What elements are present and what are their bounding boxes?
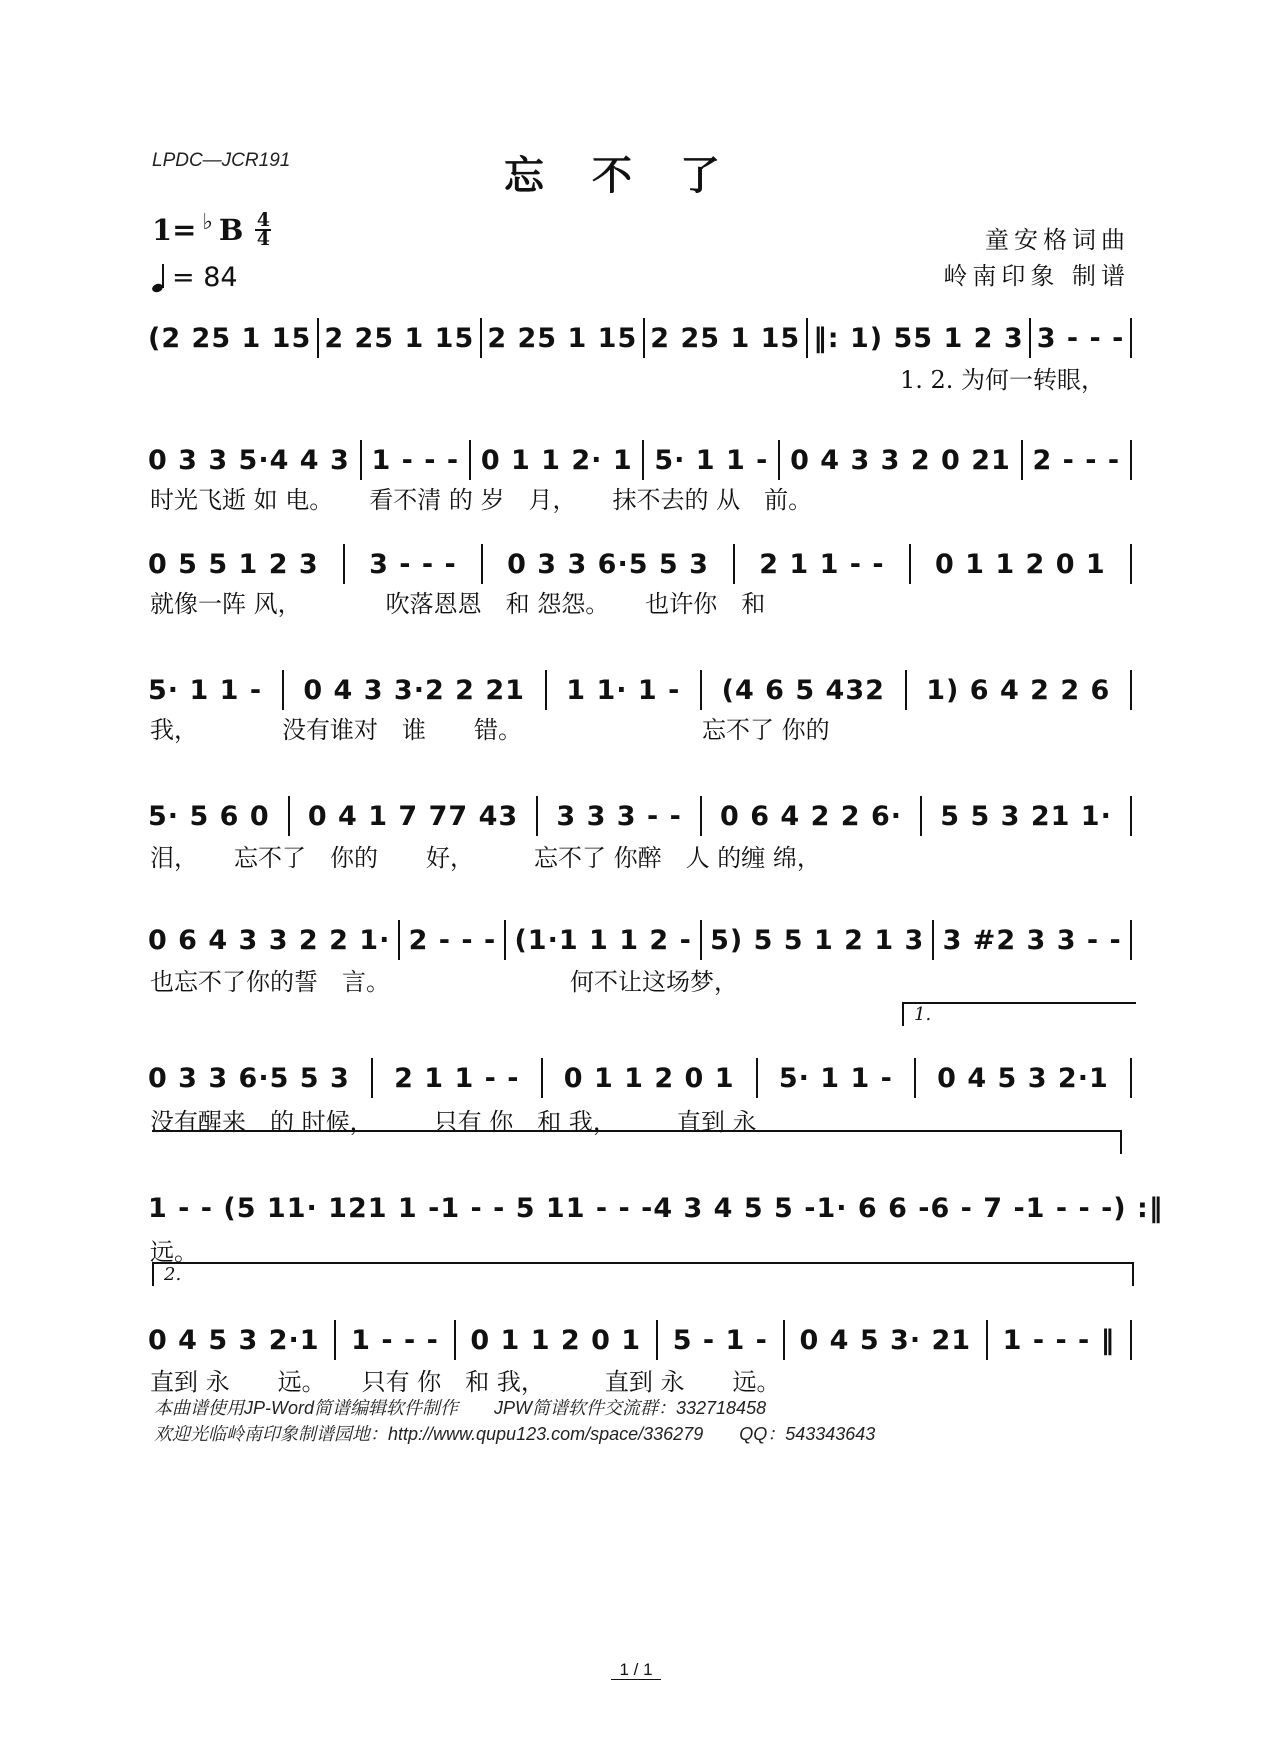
measure: 2 1 1 - - bbox=[394, 1062, 520, 1094]
barline bbox=[733, 544, 735, 584]
measure: 2 25 1 15 bbox=[487, 322, 638, 354]
barline bbox=[909, 544, 911, 584]
page-number bbox=[0, 1660, 1272, 1680]
barline bbox=[398, 920, 400, 960]
measure: 1 1· 1 - bbox=[566, 674, 681, 706]
music-line bbox=[148, 1186, 1164, 1230]
barline bbox=[1130, 920, 1132, 960]
measure: 2 25 1 15 bbox=[324, 322, 475, 354]
music-line bbox=[148, 668, 1132, 712]
tempo-value: = 84 bbox=[172, 262, 238, 293]
volta-first-ending bbox=[902, 1002, 1136, 1026]
barline bbox=[700, 796, 702, 836]
music-line bbox=[148, 794, 1132, 838]
barline bbox=[920, 796, 922, 836]
measure: 0 4 5 3· 21 bbox=[799, 1324, 972, 1356]
music-line bbox=[148, 438, 1132, 482]
measure: (4 6 5 432 bbox=[721, 674, 885, 706]
barline bbox=[905, 670, 907, 710]
barline bbox=[932, 920, 934, 960]
measure: 1 - - - bbox=[351, 1324, 439, 1356]
key-prefix: 1= bbox=[152, 213, 197, 247]
lyric-line: 没有醒来 的 时候， 只有 你 和 我， 直到 永 bbox=[150, 1108, 757, 1136]
barline bbox=[1130, 670, 1132, 710]
page-number-text: 1 / 1 bbox=[611, 1660, 660, 1680]
barline bbox=[343, 544, 345, 584]
measure: 1· 6 6 - bbox=[816, 1192, 931, 1224]
measure: 2 - - - bbox=[1032, 444, 1121, 476]
measure: 1) 6 4 2 2 6 bbox=[926, 674, 1111, 706]
barline bbox=[454, 1320, 456, 1360]
measure: 0 1 1 2 0 1 bbox=[470, 1324, 642, 1356]
barline bbox=[778, 440, 780, 480]
music-line bbox=[148, 542, 1132, 586]
lyric-line: 1. 2. 为何一转眼， bbox=[900, 366, 1106, 394]
footer-software-note: 本曲谱使用JP-Word简谱编辑软件制作 JPW简谱软件交流群：332718458 bbox=[154, 1398, 767, 1418]
barline bbox=[334, 1320, 336, 1360]
barline bbox=[282, 670, 284, 710]
measure: 6 - 7 - bbox=[930, 1192, 1026, 1224]
barline bbox=[360, 440, 362, 480]
lyric-line: 远。 bbox=[150, 1238, 198, 1266]
measure: 2 1 1 - - bbox=[759, 548, 885, 580]
measure: 5· 1 1 - bbox=[654, 444, 769, 476]
measure: 3 3 3 - - bbox=[556, 800, 682, 832]
barline bbox=[1130, 318, 1132, 358]
time-top: 4 bbox=[256, 209, 270, 231]
measure: (2 25 1 15 bbox=[148, 322, 312, 354]
measure: 1· 121 1 - bbox=[286, 1192, 441, 1224]
barline bbox=[806, 318, 808, 358]
measure: 5) 5 5 1 2 1 3 bbox=[710, 924, 925, 956]
measure: 3 #2 3 3 - - bbox=[942, 924, 1122, 956]
measure: 4 3 4 5 5 - bbox=[653, 1192, 817, 1224]
lyric-line: 也忘不了你的誓 言。 何不让这场梦， bbox=[150, 968, 738, 996]
barline bbox=[1130, 440, 1132, 480]
measure: 1 - - - bbox=[371, 444, 460, 476]
tempo-marking bbox=[152, 262, 238, 293]
measure: 0 1 1 2 0 1 bbox=[563, 1062, 735, 1094]
music-line bbox=[148, 1056, 1132, 1100]
measure: 0 4 3 3 2 0 21 bbox=[790, 444, 1011, 476]
credit-lyrics-music: 童安格词曲 bbox=[985, 226, 1130, 254]
measure: 0 3 3 6·5 5 3 bbox=[148, 1062, 350, 1094]
barline bbox=[371, 1058, 373, 1098]
barline bbox=[642, 440, 644, 480]
measure: 0 1 1 2 0 1 bbox=[934, 548, 1106, 580]
barline bbox=[1130, 544, 1132, 584]
barline bbox=[288, 796, 290, 836]
barline bbox=[756, 1058, 758, 1098]
measure: 0 5 5 1 2 3 bbox=[148, 548, 319, 580]
music-line bbox=[148, 918, 1132, 962]
time-signature bbox=[255, 209, 271, 250]
flat-icon: ♭ bbox=[202, 209, 213, 235]
barline bbox=[1029, 318, 1031, 358]
song-title: 忘不了 bbox=[504, 152, 768, 199]
barline bbox=[700, 670, 702, 710]
footer-website-note: 欢迎光临岭南印象制谱园地：http://www.qupu123.com/space/336279 QQ：543343643 bbox=[154, 1424, 876, 1444]
measure: 0 1 1 2· 1 bbox=[480, 444, 633, 476]
measure: 0 4 5 3 2·1 bbox=[148, 1324, 320, 1356]
quarter-note-icon bbox=[152, 264, 166, 292]
barline bbox=[1130, 796, 1132, 836]
measure: 1 - - - ‖ bbox=[1002, 1324, 1116, 1356]
music-line bbox=[148, 316, 1132, 360]
measure: 0 4 5 3 2·1 bbox=[937, 1062, 1109, 1094]
measure: 1 - - 5 1 bbox=[440, 1192, 566, 1224]
barline bbox=[1130, 1058, 1132, 1098]
barline bbox=[536, 796, 538, 836]
measure: 0 3 3 6·5 5 3 bbox=[507, 548, 709, 580]
measure: 0 6 4 2 2 6· bbox=[720, 800, 903, 832]
barline bbox=[656, 1320, 658, 1360]
barline bbox=[541, 1058, 543, 1098]
barline bbox=[317, 318, 319, 358]
barline bbox=[1021, 440, 1023, 480]
volta-second-label: 2. bbox=[164, 1264, 182, 1285]
lyric-line: 就像一阵 风， 吹落恩恩 和 怨怨。 也许你 和 bbox=[150, 590, 766, 618]
key-signature bbox=[152, 209, 271, 250]
barline bbox=[986, 1320, 988, 1360]
barline bbox=[914, 1058, 916, 1098]
measure: ‖: 1) 55 1 2 3 bbox=[813, 322, 1024, 354]
measure: 3 - - - bbox=[1036, 322, 1125, 354]
barline bbox=[700, 920, 702, 960]
barline bbox=[480, 318, 482, 358]
music-line bbox=[148, 1318, 1132, 1362]
lyric-line: 我， 没有谁对 谁 错。 忘不了 你的 bbox=[150, 716, 830, 744]
measure: 0 4 3 3·2 2 21 bbox=[303, 674, 525, 706]
measure: 3 - - - bbox=[369, 548, 457, 580]
barline bbox=[1130, 1320, 1132, 1360]
measure: 5 - 1 - bbox=[672, 1324, 768, 1356]
measure: 1 - - (5 1 bbox=[148, 1192, 287, 1224]
barline bbox=[469, 440, 471, 480]
measure: 2 25 1 15 bbox=[650, 322, 801, 354]
barline bbox=[504, 920, 506, 960]
measure: 5· 5 6 0 bbox=[148, 800, 270, 832]
measure: 2 - - - bbox=[408, 924, 497, 956]
lyric-line: 泪， 忘不了 你的 好， 忘不了 你醉 人 的缠 绵， bbox=[150, 844, 821, 872]
credit-transcriber: 岭南印象 制谱 bbox=[943, 262, 1130, 290]
measure: 0 4 1 7 77 43 bbox=[307, 800, 519, 832]
measure: 0 3 3 5·4 4 3 bbox=[148, 444, 350, 476]
barline bbox=[545, 670, 547, 710]
measure: 1 - - -) :‖ bbox=[1025, 1192, 1164, 1224]
lyric-line: 时光飞逝 如 电。 看不清 的 岁 月， 抹不去的 从 前。 bbox=[150, 486, 813, 514]
time-bottom: 4 bbox=[256, 228, 270, 250]
lyric-line: 直到 永 远。 只有 你 和 我， 直到 永 远。 bbox=[150, 1368, 781, 1396]
barline bbox=[481, 544, 483, 584]
volta-first-label: 1. bbox=[914, 1004, 932, 1025]
barline bbox=[783, 1320, 785, 1360]
measure: 0 6 4 3 3 2 2 1· bbox=[148, 924, 391, 956]
measure: 5 5 3 21 1· bbox=[940, 800, 1112, 832]
key-note: B bbox=[218, 213, 244, 247]
barline bbox=[643, 318, 645, 358]
score-code: LPDC—JCR191 bbox=[152, 150, 291, 171]
measure: 5· 1 1 - bbox=[778, 1062, 893, 1094]
measure: 1 - - - bbox=[565, 1192, 654, 1224]
measure: 5· 1 1 - bbox=[148, 674, 263, 706]
measure: (1·1 1 1 2 - bbox=[514, 924, 692, 956]
